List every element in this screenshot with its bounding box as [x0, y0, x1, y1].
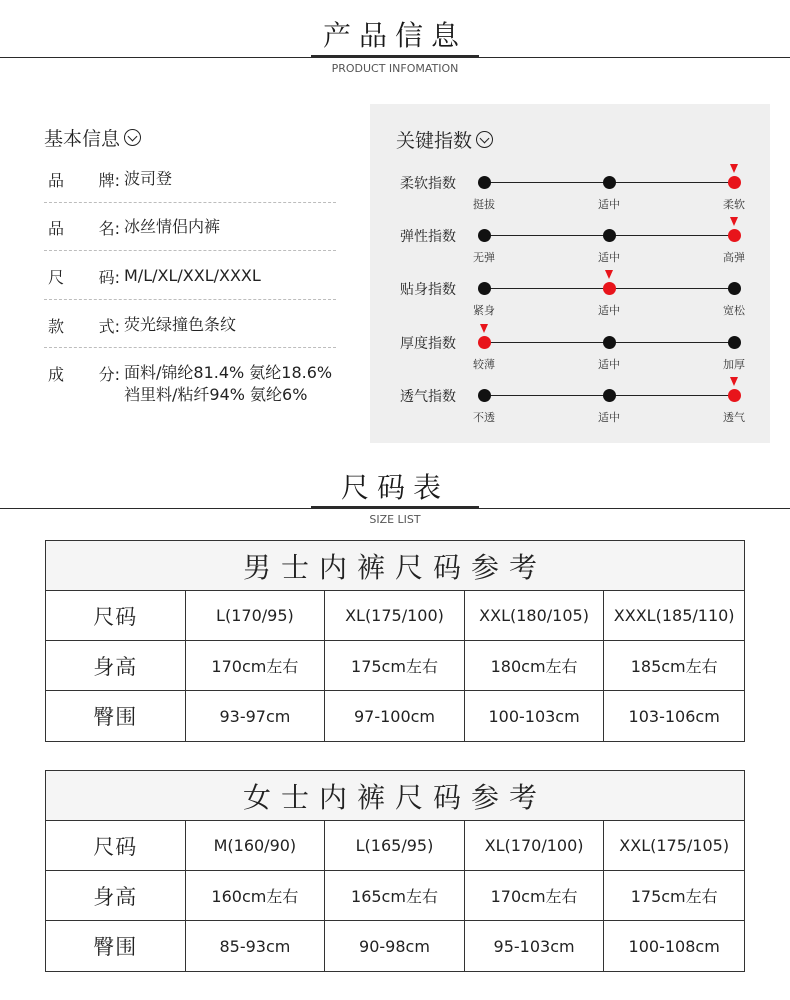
table-cell: 165cm左右 [325, 871, 465, 920]
key-index-tick-label: 宽松 [723, 304, 745, 317]
table-cell: 180cm左右 [465, 641, 605, 690]
info-value-material-2: 裆里料/粘纤94% 氨纶6% [124, 385, 308, 404]
table-cell: 103-106cm [628, 706, 720, 726]
table-row [46, 691, 744, 741]
table-cell: 160cm左右 [186, 871, 326, 920]
table-cell: XXL(180/105) [465, 591, 605, 640]
table-cell: 身高 [46, 641, 186, 690]
key-index-label: 柔软指数 [400, 176, 456, 192]
table-cell: 185cm左右 [630, 657, 718, 676]
table-cell: XL(175/100) [325, 591, 465, 640]
info-key: 分: [98, 365, 120, 384]
key-index-row [370, 377, 770, 431]
key-index-selected-dot [728, 176, 741, 189]
key-index-tick-label: 高弹 [723, 251, 745, 264]
info-key: 款 [48, 317, 65, 336]
table-row [46, 871, 744, 921]
table-cell: 175cm左右 [630, 887, 718, 906]
key-index-label: 厚度指数 [400, 336, 456, 352]
info-row-material [48, 362, 332, 406]
table-cell: 170cm左右 [186, 641, 326, 690]
key-index-tick-label: 适中 [598, 251, 620, 264]
key-index-marker-arrow-icon [480, 324, 488, 333]
table-cell: 175cm左右 [325, 641, 465, 690]
key-index-heading [396, 124, 493, 154]
key-index-tick-label: 适中 [598, 358, 620, 371]
key-index-tick-label: 无弹 [473, 251, 495, 264]
info-value-brand: 波司登 [124, 169, 173, 188]
key-index-dot [603, 336, 616, 349]
info-row-name [48, 216, 220, 239]
size-section-subtitle: SIZE LIST [369, 513, 421, 526]
info-key: 牌: [98, 171, 120, 190]
key-index-dot [478, 389, 491, 402]
key-index-marker-arrow-icon [605, 270, 613, 279]
table-cell: 尺码 [46, 591, 186, 640]
women-size-table [45, 770, 745, 972]
key-index-tick-label: 适中 [598, 304, 620, 317]
women-table-title: 女士内裤尺码参考 [46, 771, 744, 821]
chevron-down-circle-icon [124, 129, 141, 146]
product-section-subtitle: PRODUCT INFOMATION [331, 62, 459, 75]
key-index-dot [478, 282, 491, 295]
key-index-selected-dot [478, 336, 491, 349]
size-section-title: 尺码表 [340, 471, 449, 504]
key-index-selected-dot [603, 282, 616, 295]
product-section-underline [311, 55, 479, 58]
table-cell: L(165/95) [325, 821, 465, 870]
key-index-tick-label: 挺拔 [473, 198, 495, 211]
table-cell: 85-93cm [186, 921, 326, 971]
info-row-brand [48, 168, 172, 191]
info-value-style: 荧光绿撞色条纹 [124, 315, 237, 334]
key-index-marker-arrow-icon [730, 164, 738, 173]
key-index-dot [478, 176, 491, 189]
table-cell: 95-103cm [465, 921, 605, 971]
key-index-selected-dot [728, 389, 741, 402]
product-section-title: 产品信息 [322, 19, 467, 52]
key-index-row [370, 164, 770, 218]
chevron-down-circle-icon [476, 131, 493, 148]
size-section-underline [311, 506, 479, 509]
key-index-dot [728, 336, 741, 349]
info-value-size: M/L/XL/XXL/XXXL [124, 266, 261, 285]
key-index-label: 透气指数 [400, 389, 456, 405]
divider [44, 202, 336, 203]
table-row [46, 821, 744, 871]
info-value-material-1: 面料/锦纶81.4% 氨纶18.6% [124, 363, 333, 382]
table-cell: 100-108cm [628, 936, 720, 956]
basic-info-heading [44, 122, 344, 152]
key-index-tick-label: 适中 [598, 198, 620, 211]
table-cell: XL(170/100) [465, 821, 605, 870]
key-index-tick-label: 柔软 [723, 198, 745, 211]
info-key: 品 [48, 171, 65, 190]
key-index-marker-arrow-icon [730, 377, 738, 386]
info-key: 成 [48, 365, 65, 384]
table-cell: 尺码 [46, 821, 186, 870]
key-index-tick-label: 紧身 [473, 304, 495, 317]
info-key: 码: [98, 268, 120, 287]
table-cell: 臀围 [46, 921, 186, 971]
men-table-title: 男士内裤尺码参考 [46, 541, 744, 591]
key-index-dot [478, 229, 491, 242]
key-index-panel [370, 104, 770, 443]
table-cell: 170cm左右 [465, 871, 605, 920]
key-index-tick-label: 透气 [723, 411, 745, 424]
key-index-dot [603, 176, 616, 189]
key-index-tick-label: 较薄 [473, 358, 495, 371]
basic-info-heading-wrap [44, 122, 344, 152]
basic-info-heading-text: 基本信息 [44, 127, 121, 150]
key-index-tick-label: 加厚 [723, 358, 745, 371]
divider [44, 299, 336, 300]
table-cell: XXXL(185/110) [613, 606, 735, 625]
table-row [46, 921, 744, 971]
key-index-row [370, 217, 770, 271]
table-cell: 100-103cm [465, 691, 605, 741]
info-row-style [48, 314, 236, 337]
table-cell: M(160/90) [186, 821, 326, 870]
key-index-label: 贴身指数 [400, 282, 456, 298]
key-index-dot [603, 229, 616, 242]
info-key: 尺 [48, 268, 65, 287]
key-index-heading-text: 关键指数 [396, 129, 473, 152]
table-row [46, 641, 744, 691]
info-key: 名: [98, 219, 120, 238]
info-key: 式: [98, 317, 120, 336]
table-cell: XXL(175/105) [619, 836, 730, 855]
table-cell: 93-97cm [186, 691, 326, 741]
table-cell: 身高 [46, 871, 186, 920]
info-key: 品 [48, 219, 65, 238]
table-cell: 97-100cm [325, 691, 465, 741]
key-index-dot [603, 389, 616, 402]
key-index-row [370, 324, 770, 378]
key-index-row [370, 270, 770, 324]
key-index-selected-dot [728, 229, 741, 242]
info-row-size [48, 265, 261, 288]
key-index-tick-label: 不透 [473, 411, 495, 424]
key-index-tick-label: 适中 [598, 411, 620, 424]
men-size-table [45, 540, 745, 742]
divider [44, 250, 336, 251]
key-index-marker-arrow-icon [730, 217, 738, 226]
divider [44, 347, 336, 348]
key-index-dot [728, 282, 741, 295]
table-cell: 90-98cm [325, 921, 465, 971]
key-index-label: 弹性指数 [400, 229, 456, 245]
table-row [46, 591, 744, 641]
info-value-name: 冰丝情侣内裤 [124, 217, 221, 236]
table-cell: 臀围 [46, 691, 186, 741]
table-cell: L(170/95) [186, 591, 326, 640]
